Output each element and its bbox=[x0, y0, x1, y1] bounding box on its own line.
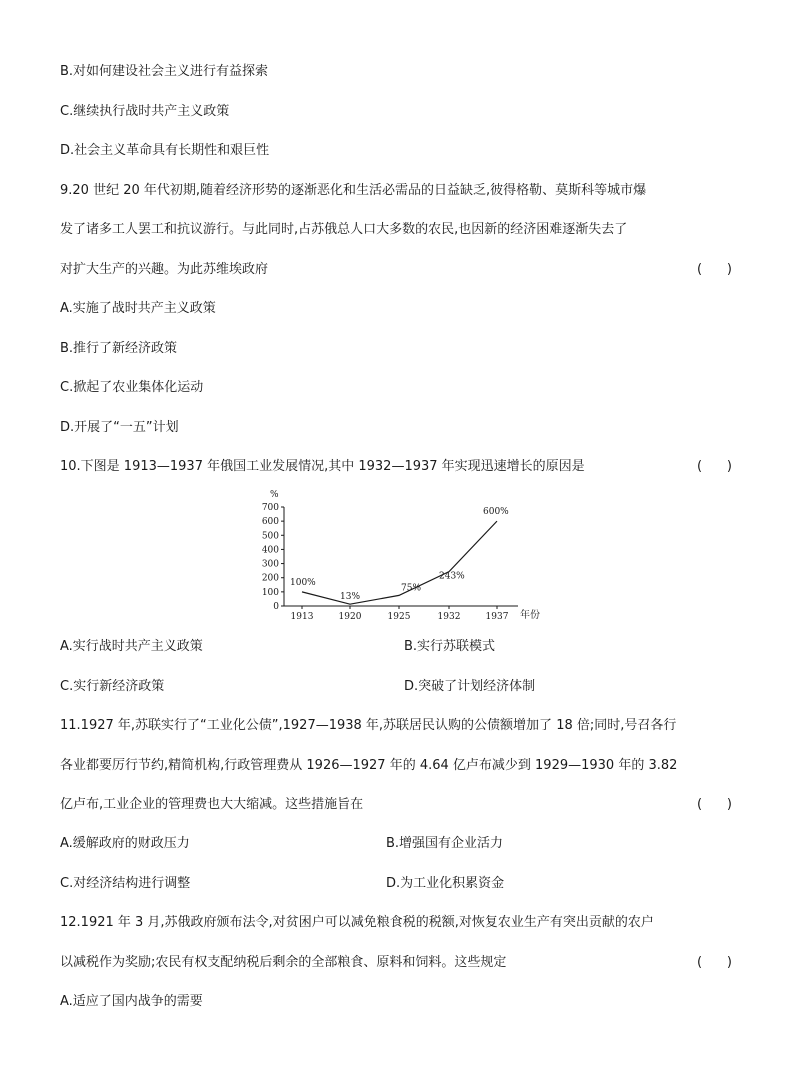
chart-data-labels bbox=[290, 507, 509, 602]
industry-growth-chart bbox=[256, 488, 546, 624]
q10-option-d: D.突破了计划经济体制 bbox=[404, 679, 536, 694]
q11-option-b: B.增强国有企业活力 bbox=[386, 836, 504, 851]
chart-x-ticks bbox=[291, 606, 509, 622]
y-tick-label: 400 bbox=[261, 545, 279, 556]
y-tick-label: 0 bbox=[273, 602, 279, 612]
x-tick-label: 1920 bbox=[338, 612, 362, 622]
q11-option-a: A.缓解政府的财政压力 bbox=[60, 836, 190, 851]
q10-answer-bracket: ( ) bbox=[697, 459, 732, 474]
series-line bbox=[302, 521, 497, 604]
y-tick-label: 300 bbox=[261, 559, 279, 570]
q8-option-d: D.社会主义革命具有长期性和艰巨性 bbox=[60, 143, 270, 158]
y-axis-label: % bbox=[270, 490, 279, 500]
y-tick-label: 100 bbox=[261, 587, 279, 598]
q12-answer-bracket: ( ) bbox=[697, 955, 732, 970]
q12-stem-line2: 以减税作为奖励;农民有权支配纳税后剩余的全部粮食、原料和饲料。这些规定 bbox=[60, 955, 507, 970]
q9-option-d: D.开展了“一五”计划 bbox=[60, 420, 179, 435]
y-tick-label: 700 bbox=[261, 503, 279, 513]
x-tick-label: 1937 bbox=[485, 612, 509, 622]
q11-option-d: D.为工业化积累资金 bbox=[386, 876, 505, 891]
chart-series bbox=[302, 521, 497, 604]
q9-option-a: A.实施了战时共产主义政策 bbox=[60, 301, 216, 316]
q11-stem-line2: 各业都要厉行节约,精简机构,行政管理费从 1926—1927 年的 4.64 亿卢布减少到 1929—1930 年的 3.82 bbox=[60, 758, 678, 773]
q11-stem-line3: 亿卢布,工业企业的管理费也大大缩减。这些措施旨在 bbox=[60, 797, 364, 812]
q11-answer-bracket: ( ) bbox=[697, 797, 732, 812]
data-label: 75% bbox=[401, 583, 422, 594]
q11-stem-line1: 11.1927 年,苏联实行了“工业化公债”,1927—1938 年,苏联居民认购的公债额增加了 18 倍;同时,号召各行 bbox=[60, 718, 677, 733]
y-tick-label: 600 bbox=[261, 517, 279, 528]
data-label: 13% bbox=[340, 592, 361, 603]
q8-option-c: C.继续执行战时共产主义政策 bbox=[60, 104, 230, 119]
y-tick-label: 500 bbox=[261, 531, 279, 542]
x-axis-label: 年份 bbox=[520, 610, 540, 621]
q10-option-a: A.实行战时共产主义政策 bbox=[60, 639, 203, 654]
q12-option-a: A.适应了国内战争的需要 bbox=[60, 994, 203, 1009]
q11-option-c: C.对经济结构进行调整 bbox=[60, 876, 191, 891]
q8-option-b: B.对如何建设社会主义进行有益探索 bbox=[60, 64, 269, 79]
x-tick-label: 1925 bbox=[387, 612, 411, 622]
q9-answer-bracket: ( ) bbox=[697, 262, 732, 277]
q9-option-b: B.推行了新经济政策 bbox=[60, 341, 178, 356]
q10-stem: 10.下图是 1913—1937 年俄国工业发展情况,其中 1932—1937 年实现迅速增长的原因是 bbox=[60, 459, 585, 474]
data-label: 600% bbox=[483, 507, 509, 518]
data-label: 243% bbox=[439, 571, 465, 582]
q9-option-c: C.掀起了农业集体化运动 bbox=[60, 380, 204, 395]
data-label: 100% bbox=[290, 577, 316, 588]
chart-y-ticks bbox=[262, 503, 284, 612]
q9-stem-line1: 9.20 世纪 20 年代初期,随着经济形势的逐渐恶化和生活必需品的日益缺乏,彼得格勒、莫斯科等城市爆 bbox=[60, 183, 647, 198]
q9-stem-line2: 发了诸多工人罢工和抗议游行。与此同时,占苏俄总人口大多数的农民,也因新的经济困难逐渐失去了 bbox=[60, 222, 628, 237]
q10-option-b: B.实行苏联模式 bbox=[404, 639, 496, 654]
q12-stem-line1: 12.1921 年 3 月,苏俄政府颁布法令,对贫困户可以减免粮食税的税额,对恢复农业生产有突出贡献的农户 bbox=[60, 915, 654, 930]
y-tick-label: 200 bbox=[261, 573, 279, 584]
x-tick-label: 1932 bbox=[437, 612, 461, 622]
q9-stem-line3: 对扩大生产的兴趣。为此苏维埃政府 bbox=[60, 262, 269, 277]
q10-option-c: C.实行新经济政策 bbox=[60, 679, 165, 694]
x-tick-label: 1913 bbox=[290, 612, 314, 622]
